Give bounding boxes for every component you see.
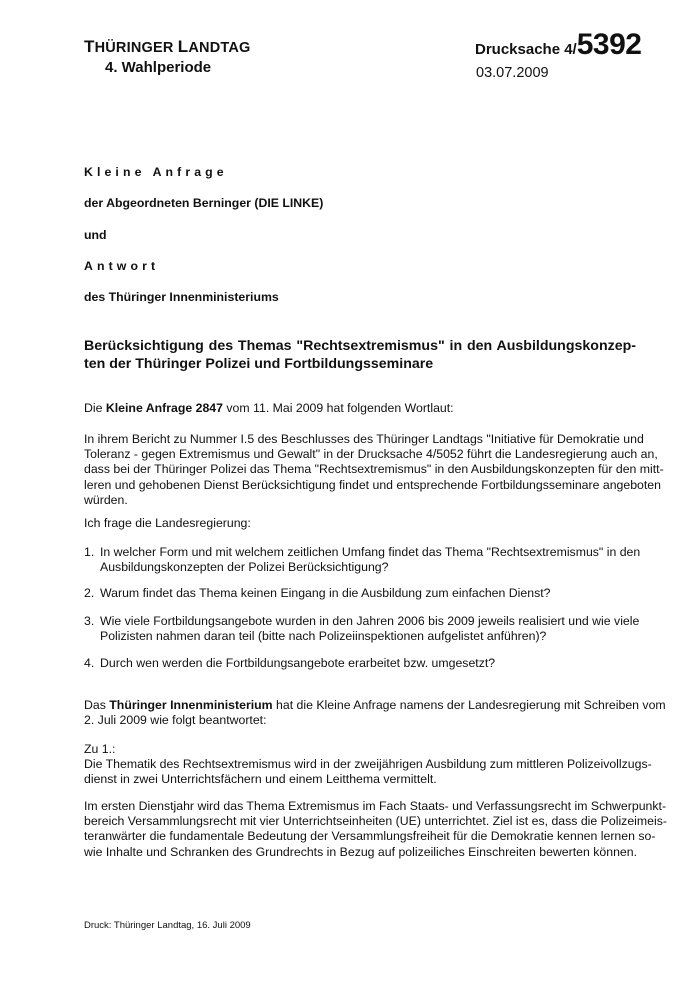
answer-1: Zu 1.: Die Thematik des Rechtsextremismus wird in der zweijährigen Ausbildung zum mittleren Polizeivollzugs- dienst in zwei Unterrichtsfächern und einem Leitthema vermittelt. bbox=[84, 742, 652, 787]
print-footer: Druck: Thüringer Landtag, 16. Juli 2009 bbox=[84, 920, 251, 931]
document-reference bbox=[475, 30, 641, 81]
kleine-anfrage-heading: Kleine Anfrage bbox=[84, 165, 228, 179]
answer-1-label: Zu 1.: bbox=[84, 742, 116, 756]
question-intro: Die Kleine Anfrage 2847 vom 11. Mai 2009 hat folgenden Wortlaut: bbox=[84, 401, 454, 415]
question-body: In ihrem Bericht zu Nummer I.5 des Beschlusses des Thüringer Landtags "Initiative für Demokratie und Toleranz - gegen Extremismus und Gewalt" in der Drucksache 4/5052 führt die Landesregierung auch an, dass bei der Thüringer Polizei das Thema "Rechtsextremismus" in den Ausbildungskonzepten für den mitt- leren und gehobenen Dienst Berücksichtigung findet und entsprechende Fortbildungsseminare angeboten würden. bbox=[84, 432, 664, 507]
question-item-1: 1. In welcher Form und mit welchem zeitlichen Umfang findet das Thema "Rechtsextremismus" in den Ausbildungskonzepten der Polizei Berücksichtigung? bbox=[84, 545, 641, 575]
document-number-line bbox=[475, 30, 641, 65]
question-item-3: 3. Wie viele Fortbildungsangebote wurden in den Jahren 2006 bis 2009 jeweils realisiert und wie viele Polizisten nahmen daran teil (bitte nach Polizeiinspektionen aufgelistet anführen)? bbox=[84, 614, 640, 644]
author-line: der Abgeordneten Berninger (DIE LINKE) bbox=[84, 196, 324, 210]
question-item-2: 2. Warum findet das Thema keinen Eingang in die Ausbildung zum einfachen Dienst? bbox=[84, 586, 551, 600]
parliament-header bbox=[84, 38, 251, 77]
antwort-heading: Antwort bbox=[84, 259, 160, 273]
document-number: 5392 bbox=[576, 28, 642, 61]
question-item-4: 4. Durch wen werden die Fortbildungsangebote erarbeitet bzw. umgesetzt? bbox=[84, 656, 496, 670]
answer-ministry: Thüringer Innenministerium bbox=[109, 698, 273, 712]
ministry-line: des Thüringer Innenministeriums bbox=[84, 290, 279, 304]
document-label: Drucksache 4/ bbox=[475, 41, 577, 58]
document-date: 03.07.2009 bbox=[476, 65, 549, 81]
subject-title: Berücksichtigung des Themas "Rechtsextremismus" in den Ausbildungskonzep- ten der Thüringer Polizei und Fortbildungsseminare bbox=[84, 338, 636, 372]
answer-1-paragraph-2: Im ersten Dienstjahr wird das Thema Extremismus im Fach Staats- und Verfassungsrecht im Schwerpunkt- bereich Versammlungsrecht mit vier Unterrichtseinheiten (UE) unterrichtet. Ziel ist es, dass die Polizeimeis- teranwärter die fundamentale Bedeutung der Versammlungsfreiheit für die Demokratie kennen lernen so- wie Inhalte und Schranken des Grundrechts in Bezug auf polizeiliches Einschreiten bewerten können. bbox=[84, 799, 667, 859]
question-reference: Kleine Anfrage 2847 bbox=[105, 401, 223, 415]
parliament-name: THÜRINGER LANDTAG bbox=[84, 37, 251, 56]
answer-intro: Das Thüringer Innenministerium hat die Kleine Anfrage namens der Landesregierung mit Schreiben vom 2. Juli 2009 wie folgt beantwortet: bbox=[84, 698, 666, 728]
legislative-period: 4. Wahlperiode bbox=[105, 59, 212, 76]
und-line: und bbox=[84, 228, 107, 242]
question-ask-line: Ich frage die Landesregierung: bbox=[84, 516, 251, 530]
